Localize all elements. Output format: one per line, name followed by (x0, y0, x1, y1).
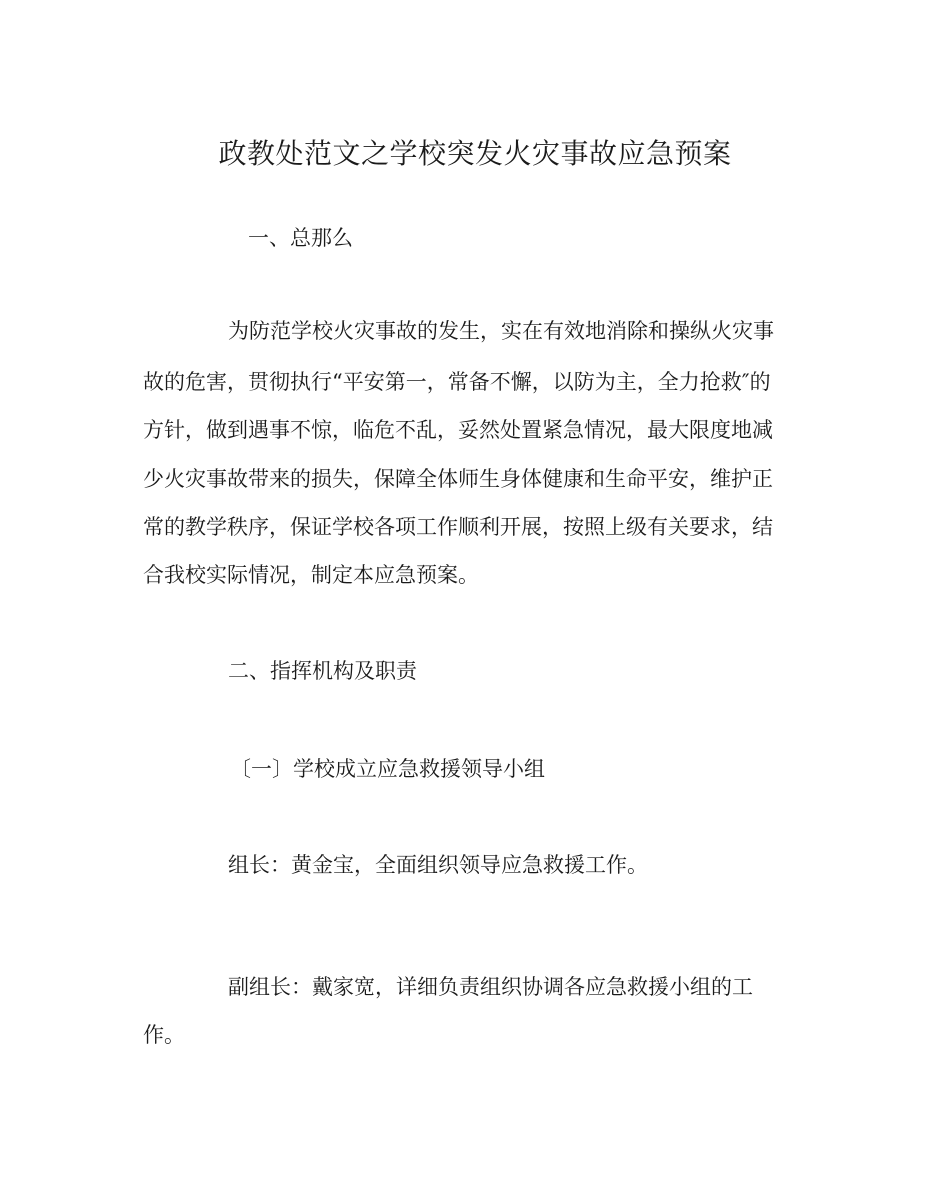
subsection-heading: 〔一〕学校成立应急救援领导小组 (230, 757, 545, 781)
section-heading-general: 一、总那么 (248, 226, 353, 250)
paragraph-line: 故的危害，贯彻执行“平安第一，常备不懈，以防为主，全力抢救″的 (143, 370, 771, 394)
paragraph-line: 常的教学秩序，保证学校各项工作顺利开展，按照上级有关要求，结 (143, 515, 773, 539)
deputy-line: 副组长：戴家宽，详细负责组织协调各应急救援小组的工 (228, 975, 753, 999)
paragraph-line: 方针，做到遇事不惊，临危不乱，妥然处置紧急情况，最大限度地减 (143, 418, 773, 442)
document-title: 政教处范文之学校突发火灾事故应急预案 (218, 137, 732, 170)
paragraph-line: 少火灾事故带来的损失，保障全体师生身体健康和生命平安，维护正 (143, 467, 773, 491)
section-heading-command: 二、指挥机构及职责 (228, 659, 417, 683)
paragraph-line: 为防范学校火灾事故的发生，实在有效地消除和操纵火灾事 (228, 319, 774, 343)
paragraph-line: 合我校实际情况，制定本应急预案。 (143, 563, 479, 587)
leader-line: 组长：黄金宝，全面组织领导应急救援工作。 (228, 853, 648, 877)
deputy-line: 作。 (143, 1023, 185, 1047)
